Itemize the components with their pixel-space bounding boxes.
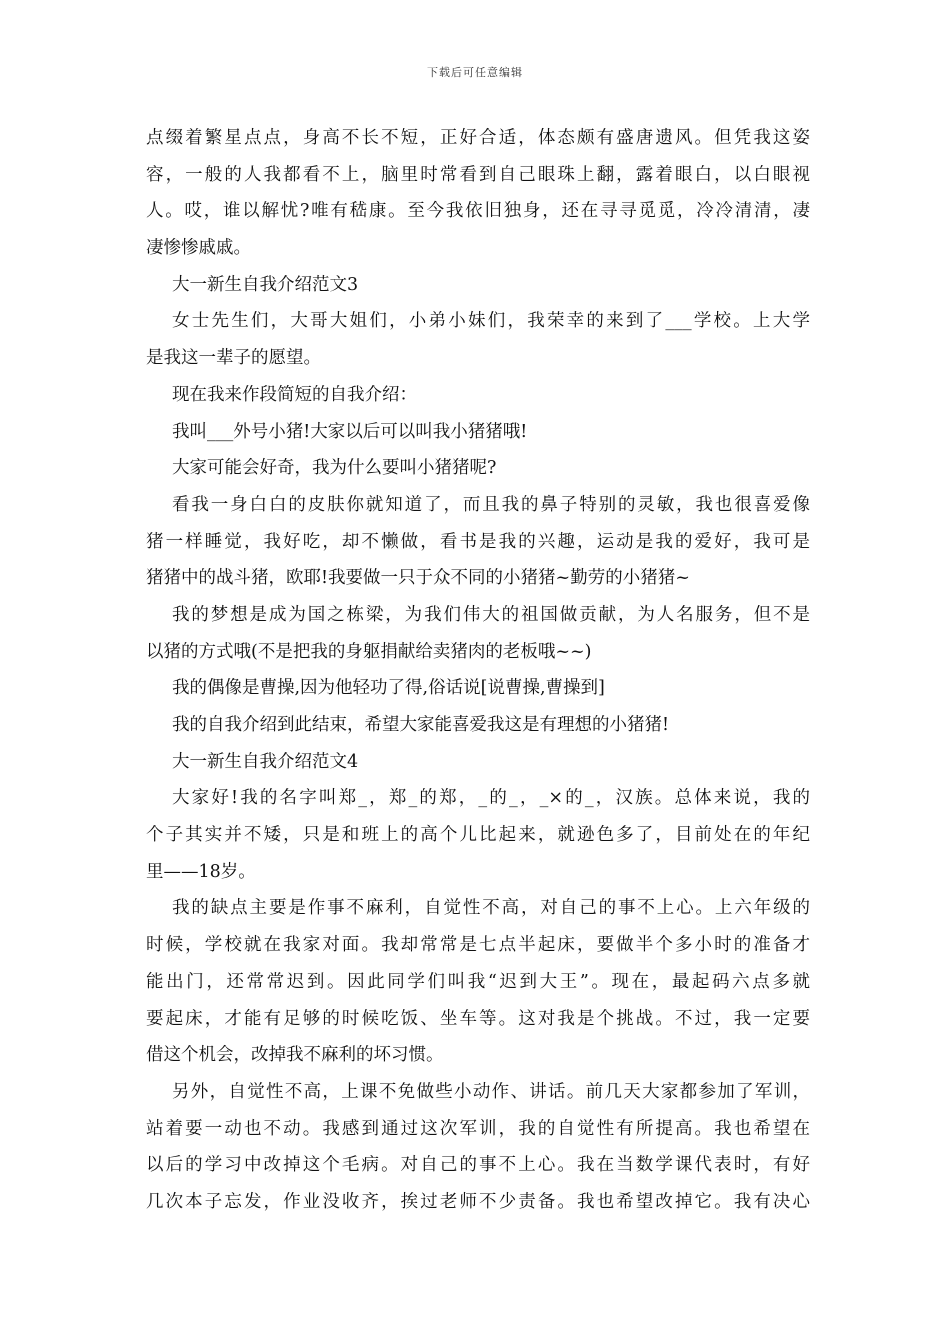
text-line: 要起床，才能有足够的时候吃饭、坐车等。这对我是个挑战。不过，我一定要: [146, 1008, 810, 1029]
document-body: [146, 120, 810, 1221]
text-line: 猪一样睡觉，我好吃，却不懒做，看书是我的兴趣，运动是我的爱好，我可是: [146, 531, 810, 552]
text-line: 我叫___外号小猪!大家以后可以叫我小猪猪哦!: [172, 421, 528, 442]
text-line: 女士先生们，大哥大姐们，小弟小妹们，我荣幸的来到了___学校。上大学: [172, 311, 810, 332]
text-line: 容，一般的人我都看不上，脑里时常看到自己眼珠上翻，露着眼白，以白眼视: [146, 164, 810, 185]
text-line: 我的偶像是曹操,因为他轻功了得,俗话说[说曹操,曹操到]: [172, 678, 605, 699]
text-line: 能出门，还常常迟到。因此同学们叫我“迟到大王”。现在，最起码六点多就: [146, 971, 810, 992]
text-line: 大家好!我的名字叫郑_，郑_的郑，_的_，_×的_，汉族。总体来说，我的: [172, 788, 810, 809]
text-line: 大一新生自我介绍范文3: [172, 274, 359, 295]
text-line: 点缀着繁星点点，身高不长不短，正好合适，体态颇有盛唐遗风。但凭我这姿: [146, 128, 810, 148]
text-line: 大一新生自我介绍范文4: [172, 751, 359, 772]
text-line: 时候，学校就在我家对面。我却常常是七点半起床，要做半个多小时的准备才: [146, 935, 810, 956]
text-line: 凄惨惨戚戚。: [146, 238, 251, 259]
text-line: 以猪的方式哦(不是把我的身躯捐献给卖猪肉的老板哦~~): [146, 641, 592, 662]
text-line: 猪猪中的战斗猪，欧耶!我要做一只于众不同的小猪猪~勤劳的小猪猪~: [146, 568, 690, 589]
text-line: 我的梦想是成为国之栋梁，为我们伟大的祖国做贡献，为人名服务，但不是: [172, 604, 810, 625]
text-line: 以后的学习中改掉这个毛病。对自己的事不上心。我在当数学课代表时，有好: [146, 1155, 810, 1176]
text-line: 是我这一辈子的愿望。: [146, 348, 321, 369]
text-line: 里——18岁。: [146, 861, 256, 882]
text-line: 站着要一动也不动。我感到通过这次军训，我的自觉性有所提高。我也希望在: [146, 1118, 810, 1139]
text-line: 我的缺点主要是作事不麻利，自觉性不高，对自己的事不上心。上六年级的: [172, 898, 810, 919]
text-line: 现在我来作段简短的自我介绍：: [172, 384, 417, 405]
text-line: 人。哎，谁以解忧?唯有嵇康。至今我依旧独身，还在寻寻觅觅，冷冷清清，凄: [146, 201, 810, 222]
page-header: 下载后可任意编辑: [427, 66, 523, 79]
text-line: 借这个机会，改掉我不麻利的坏习惯。: [146, 1045, 444, 1066]
text-line: 个子其实并不矮，只是和班上的高个儿比起来，就逊色多了，目前处在的年纪: [146, 825, 810, 846]
text-line: 另外，自觉性不高，上课不免做些小动作、讲话。前几天大家都参加了军训，: [172, 1081, 810, 1102]
text-line: 几次本子忘发，作业没收齐，挨过老师不少责备。我也希望改掉它。我有决心: [146, 1191, 810, 1212]
text-line: 大家可能会好奇，我为什么要叫小猪猪呢?: [172, 458, 497, 479]
text-line: 我的自我介绍到此结束，希望大家能喜爱我这是有理想的小猪猪!: [172, 715, 670, 735]
text-line: 看我一身白白的皮肤你就知道了，而且我的鼻子特别的灵敏，我也很喜爱像: [172, 494, 810, 515]
